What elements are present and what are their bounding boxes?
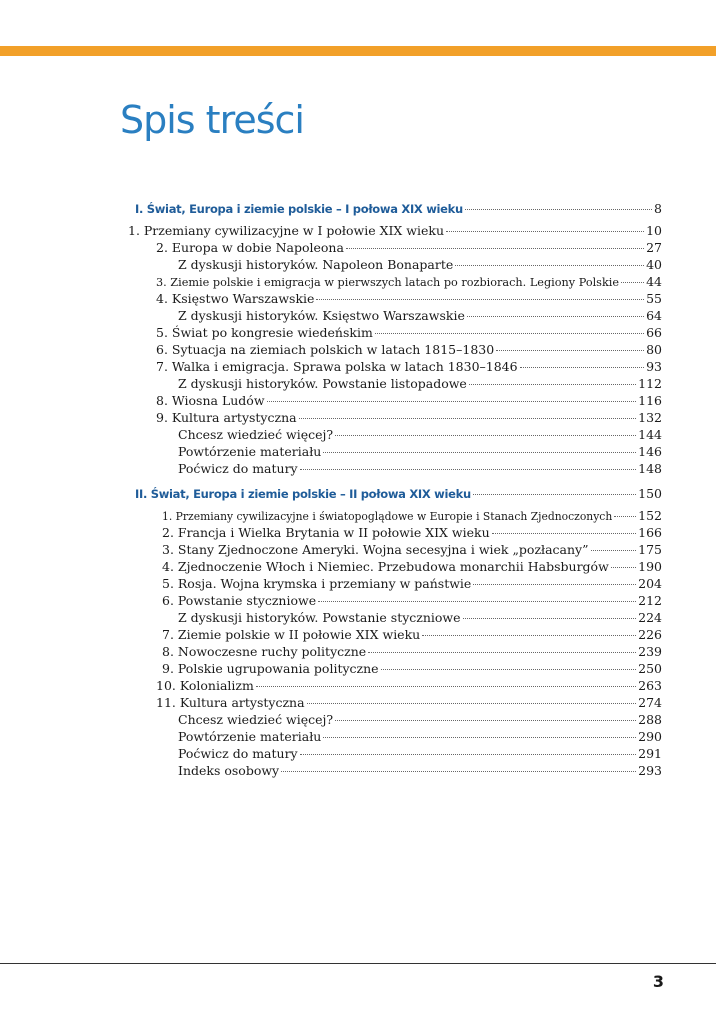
top-accent-bar xyxy=(0,46,716,56)
page-title: Spis treści xyxy=(120,98,304,142)
toc-entry[interactable] xyxy=(178,257,662,273)
toc-entry[interactable] xyxy=(178,763,662,779)
toc-entry[interactable] xyxy=(156,359,662,375)
toc-entry[interactable] xyxy=(162,593,662,609)
footer-divider xyxy=(0,963,716,964)
toc-entry-title: I. Świat, Europa i ziemie polskie – I połowa XIX wieku xyxy=(135,202,463,216)
toc-entry-title: 1. Przemiany cywilizacyjne w I połowie XIX wieku xyxy=(128,223,444,238)
toc-entry-title: 7. Walka i emigracja. Sprawa polska w latach 1830–1846 xyxy=(156,359,518,374)
dot-leader xyxy=(520,367,645,368)
toc-entry-title: 2. Europa w dobie Napoleona xyxy=(156,240,344,255)
toc-entry-title: Z dyskusji historyków. Napoleon Bonaparte xyxy=(178,257,454,272)
dot-leader xyxy=(323,452,636,453)
dot-leader xyxy=(467,316,644,317)
toc-entry-page: 66 xyxy=(646,325,662,340)
toc-entry-page: 150 xyxy=(638,486,662,501)
dot-leader xyxy=(455,265,644,266)
toc-entry-title: 6. Powstanie styczniowe xyxy=(162,593,317,608)
dot-leader xyxy=(300,754,637,755)
toc-entry-title: 4. Zjednoczenie Włoch i Niemiec. Przebudowa monarchii Habsburgów xyxy=(162,559,609,574)
dot-leader xyxy=(446,231,644,232)
toc-entry-title: Chcesz wiedzieć więcej? xyxy=(178,712,334,727)
toc-entry[interactable] xyxy=(156,325,662,341)
dot-leader xyxy=(591,550,637,551)
toc-entry-page: 212 xyxy=(638,593,662,608)
dot-leader xyxy=(473,494,636,495)
toc-entry[interactable] xyxy=(178,746,662,762)
toc-entry-title: Z dyskusji historyków. Księstwo Warszawskie xyxy=(178,308,465,323)
toc-entry[interactable] xyxy=(162,559,662,575)
toc-entry[interactable] xyxy=(128,223,662,239)
toc-entry-page: 44 xyxy=(646,274,662,289)
dot-leader xyxy=(375,333,644,334)
toc-entry[interactable] xyxy=(162,525,662,541)
toc-entry-page: 263 xyxy=(638,678,662,693)
toc-entry[interactable] xyxy=(162,627,662,643)
toc-entry[interactable] xyxy=(156,291,662,307)
toc-entry[interactable] xyxy=(178,712,662,728)
toc-entry-title: 4. Księstwo Warszawskie xyxy=(156,291,315,306)
dot-leader xyxy=(463,618,637,619)
toc-entry[interactable] xyxy=(178,461,662,477)
toc-entry-page: 239 xyxy=(638,644,662,659)
toc-entry-page: 8 xyxy=(654,201,662,216)
toc-entry[interactable] xyxy=(178,729,662,745)
toc-entry[interactable] xyxy=(156,678,662,694)
toc-entry-page: 204 xyxy=(638,576,662,591)
dot-leader xyxy=(335,435,636,436)
toc-entry-page: 291 xyxy=(638,746,662,761)
toc-entry-page: 80 xyxy=(646,342,662,357)
toc-entry[interactable] xyxy=(178,376,662,392)
toc-entry[interactable] xyxy=(156,274,662,290)
toc-entry[interactable] xyxy=(162,576,662,592)
toc-entry-page: 152 xyxy=(638,508,662,523)
toc-entry[interactable] xyxy=(156,695,662,711)
toc-entry-page: 293 xyxy=(638,763,662,778)
dot-leader xyxy=(335,720,636,721)
dot-leader xyxy=(300,469,637,470)
dot-leader xyxy=(368,652,636,653)
toc-entry-title: Powtórzenie materiału xyxy=(178,444,322,459)
toc-entry-page: 132 xyxy=(638,410,662,425)
toc-entry-title: 1. Przemiany cywilizacyjne i światopoglądowe w Europie i Stanach Zjednoczonych xyxy=(162,510,613,523)
toc-entry-page: 112 xyxy=(638,376,662,391)
dot-leader xyxy=(492,533,636,534)
toc-entry-title: 11. Kultura artystyczna xyxy=(156,695,305,710)
toc-entry[interactable] xyxy=(162,661,662,677)
toc-entry-title: 10. Kolonializm xyxy=(156,678,254,693)
toc-entry-title: 3. Ziemie polskie i emigracja w pierwszych latach po rozbiorach. Legiony Polskie xyxy=(156,276,620,289)
toc-entry-title: Z dyskusji historyków. Powstanie styczniowe xyxy=(178,610,461,625)
toc-entry-title: 8. Wiosna Ludów xyxy=(156,393,265,408)
dot-leader xyxy=(614,516,636,517)
toc-entry-title: 7. Ziemie polskie w II połowie XIX wieku xyxy=(162,627,421,642)
dot-leader xyxy=(346,248,644,249)
toc-entry-title: 8. Nowoczesne ruchy polityczne xyxy=(162,644,367,659)
toc-entry-title: Z dyskusji historyków. Powstanie listopadowe xyxy=(178,376,467,391)
dot-leader xyxy=(316,299,644,300)
toc-entry-title: 5. Świat po kongresie wiedeńskim xyxy=(156,325,373,340)
toc-entry-page: 175 xyxy=(638,542,662,557)
page-number: 3 xyxy=(652,972,664,991)
toc-entry[interactable] xyxy=(156,410,662,426)
dot-leader xyxy=(323,737,636,738)
toc-entry[interactable] xyxy=(156,240,662,256)
dot-leader xyxy=(496,350,644,351)
dot-leader xyxy=(256,686,636,687)
dot-leader xyxy=(465,209,652,210)
dot-leader xyxy=(318,601,636,602)
toc-entry-page: 166 xyxy=(638,525,662,540)
toc-entry-title: Poćwicz do matury xyxy=(178,746,298,761)
dot-leader xyxy=(473,584,636,585)
dot-leader xyxy=(299,418,637,419)
toc-entry[interactable] xyxy=(162,644,662,660)
dot-leader xyxy=(611,567,636,568)
toc-entry-title: 9. Kultura artystyczna xyxy=(156,410,297,425)
toc-entry-page: 146 xyxy=(638,444,662,459)
toc-entry[interactable] xyxy=(162,508,662,524)
toc-entry-page: 148 xyxy=(638,461,662,476)
toc-entry-title: Powtórzenie materiału xyxy=(178,729,322,744)
dot-leader xyxy=(307,703,637,704)
toc-entry-page: 144 xyxy=(638,427,662,442)
toc-entry[interactable] xyxy=(178,610,662,626)
toc-entry[interactable] xyxy=(156,393,662,409)
toc-entry-page: 224 xyxy=(638,610,662,625)
toc-entry-page: 55 xyxy=(646,291,662,306)
toc-entry-page: 40 xyxy=(646,257,662,272)
dot-leader xyxy=(422,635,636,636)
dot-leader xyxy=(469,384,636,385)
toc-entry-page: 290 xyxy=(638,729,662,744)
toc-entry[interactable] xyxy=(178,308,662,324)
dot-leader xyxy=(267,401,637,402)
toc-entry-title: 3. Stany Zjednoczone Ameryki. Wojna secesyjna i wiek „pozłacany” xyxy=(162,542,589,557)
toc-entry-title: II. Świat, Europa i ziemie polskie – II połowa XIX wieku xyxy=(135,487,471,501)
toc-entry-page: 10 xyxy=(646,223,662,238)
toc-entry-title: Indeks osobowy xyxy=(178,763,280,778)
toc-entry[interactable] xyxy=(178,444,662,460)
dot-leader xyxy=(621,282,644,283)
toc-entry-page: 274 xyxy=(638,695,662,710)
toc-entry-page: 226 xyxy=(638,627,662,642)
toc-section[interactable] xyxy=(135,486,662,502)
toc-entry-page: 288 xyxy=(638,712,662,727)
toc-entry-page: 190 xyxy=(638,559,662,574)
toc-entry-title: 6. Sytuacja na ziemiach polskich w latach 1815–1830 xyxy=(156,342,495,357)
toc-entry-page: 64 xyxy=(646,308,662,323)
toc-entry-title: 2. Francja i Wielka Brytania w II połowie XIX wieku xyxy=(162,525,490,540)
toc-entry-title: 9. Polskie ugrupowania polityczne xyxy=(162,661,379,676)
dot-leader xyxy=(281,771,636,772)
dot-leader xyxy=(381,669,637,670)
toc-entry[interactable] xyxy=(156,342,662,358)
toc-entry-page: 250 xyxy=(638,661,662,676)
toc-entry-title: Poćwicz do matury xyxy=(178,461,298,476)
toc-entry[interactable] xyxy=(178,427,662,443)
toc-entry-page: 27 xyxy=(646,240,662,255)
toc-entry-title: Chcesz wiedzieć więcej? xyxy=(178,427,334,442)
toc-entry[interactable] xyxy=(162,542,662,558)
toc-section[interactable] xyxy=(135,201,662,217)
toc-entry-page: 116 xyxy=(638,393,662,408)
toc-entry-page: 93 xyxy=(646,359,662,374)
toc-entry-title: 5. Rosja. Wojna krymska i przemiany w państwie xyxy=(162,576,472,591)
